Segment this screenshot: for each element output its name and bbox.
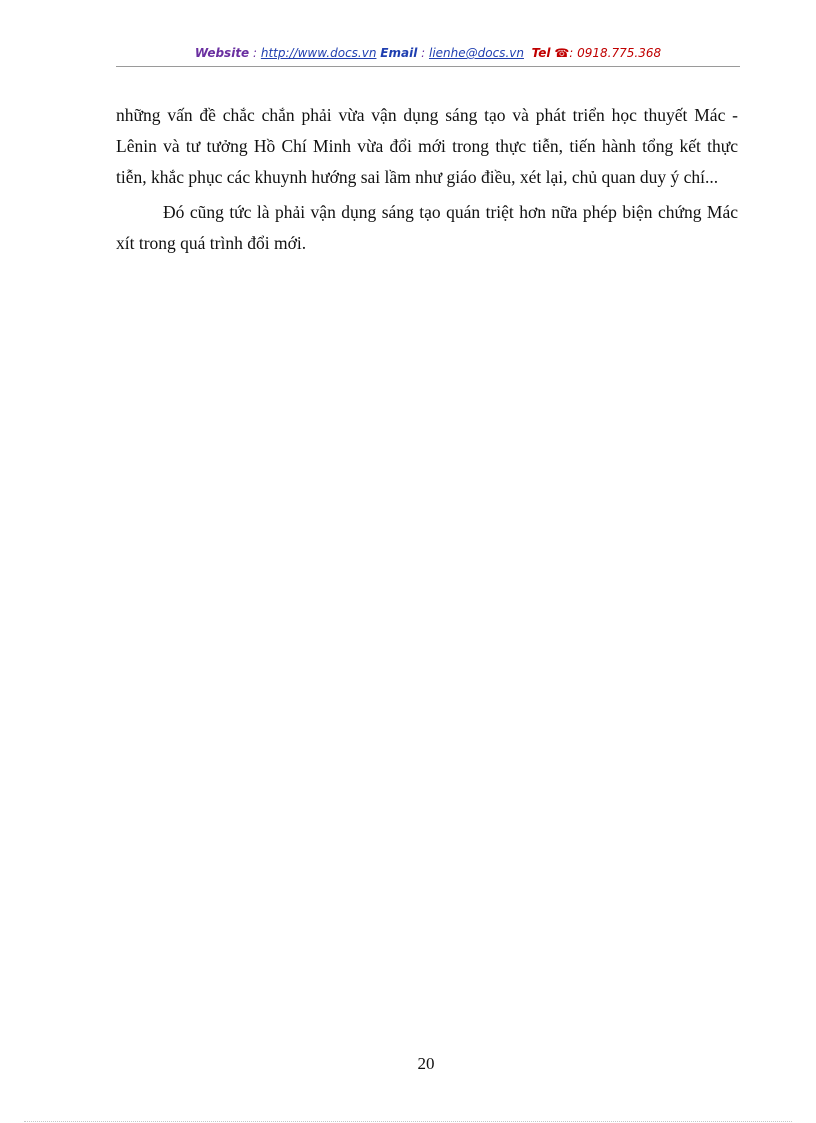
website-separator: : — [249, 46, 261, 60]
email-label: Email — [380, 46, 418, 60]
email-separator: : — [417, 46, 429, 60]
tel-label: Tel — [531, 46, 551, 60]
website-link[interactable]: http://www.docs.vn — [260, 46, 377, 60]
email-link[interactable]: lienhe@docs.vn — [428, 46, 524, 60]
website-label: Website — [194, 46, 250, 60]
page-number: 20 — [417, 1054, 435, 1073]
page-header — [116, 46, 740, 60]
phone-icon: ☎ — [554, 46, 570, 60]
paragraph-continuation: những vấn đề chắc chắn phải vừa vận dụng sáng tạo và phát triển học thuyết Mác - Lênin và tư tưởng Hồ Chí Minh vừa đổi mới trong thực tiễn, tiến hành tổng kết thực tiễn, khắc phục các khuynh hướng sai lầm như giáo điều, xét lại, chủ quan duy ý chí... — [116, 105, 738, 187]
tel-value: : 0918.775.368 — [569, 46, 662, 60]
paragraph: Đó cũng tức là phải vận dụng sáng tạo quán triệt hơn nữa phép biện chứng Mác xít trong quá trình đổi mới. — [116, 202, 738, 253]
page-bottom-border — [24, 1121, 792, 1122]
header-divider — [116, 66, 740, 67]
document-body — [116, 100, 738, 263]
